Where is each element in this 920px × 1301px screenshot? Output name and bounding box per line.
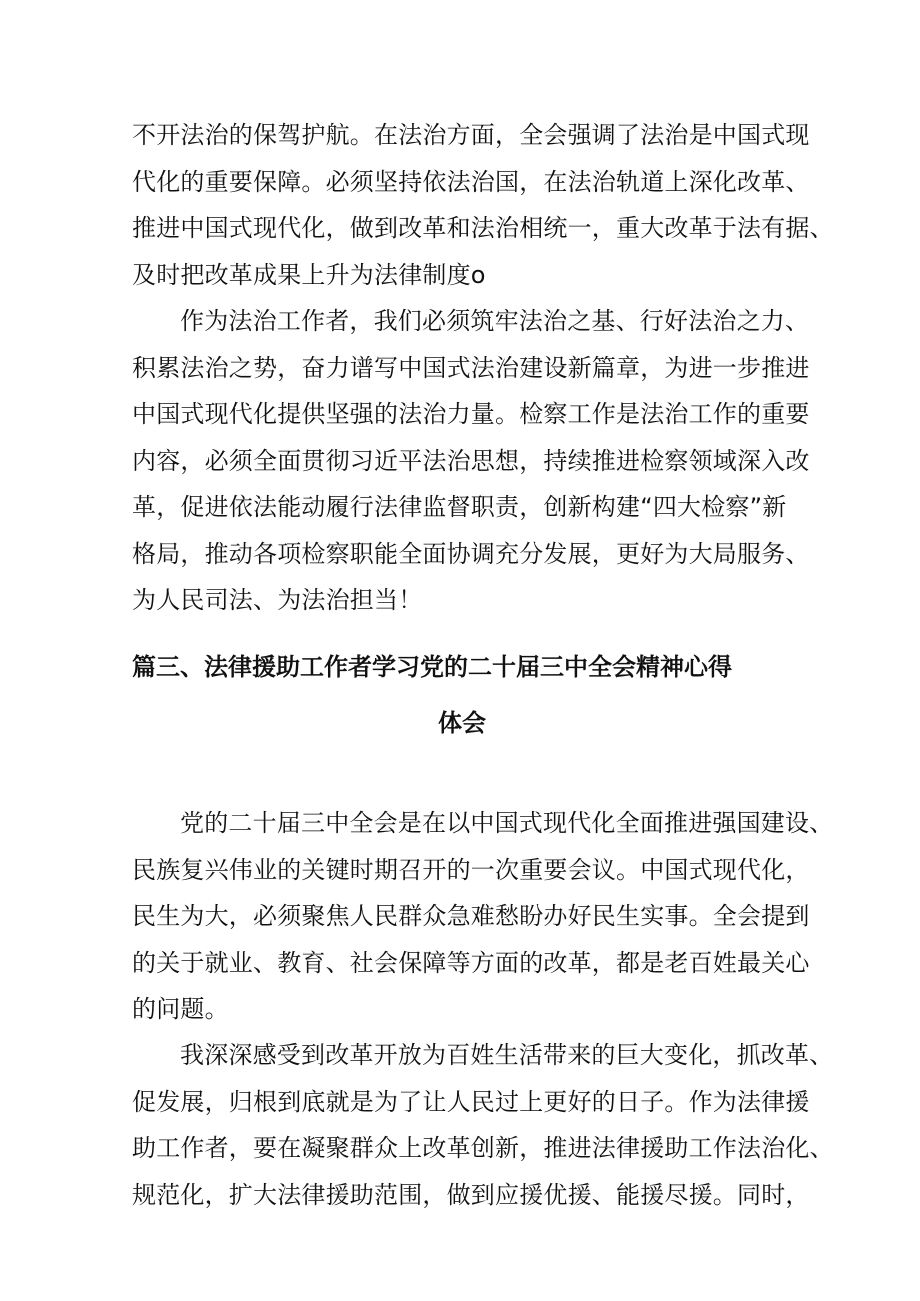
paragraph-line: 革，促进依法能动履行法律监督职责，创新构建“四大检察”新 bbox=[132, 493, 787, 521]
paragraph-line: 助工作者，要在凝聚群众上改革创新，推进法律援助工作法治化、 bbox=[132, 1134, 834, 1162]
paragraph-line: 代化的重要保障。必须坚持依法治国，在法治轨道上深化改革、 bbox=[132, 167, 810, 196]
paragraph-continuation bbox=[132, 112, 834, 298]
paragraph-legal-worker bbox=[132, 298, 810, 624]
paragraph-line: 的关于就业、教育、社会保障等方面的改革，都是老百姓最关心 bbox=[132, 948, 810, 977]
paragraph-line: 民族复兴伟业的关键时期召开的一次重要会议。中国式现代化， bbox=[132, 855, 810, 884]
section-heading-line-2: 体会 bbox=[438, 709, 486, 737]
paragraph-line: 格局，推动各项检察职能全面协调充分发展，更好为大局服务、 bbox=[132, 539, 810, 568]
paragraph-legal-aid bbox=[132, 1032, 834, 1218]
paragraph-line: 内容，必须全面贯彻习近平法治思想，持续推进检察领域深入改 bbox=[132, 446, 810, 475]
paragraph-line: 积累法治之势，奋力谱写中国式法治建设新篇章，为进一步推进 bbox=[132, 353, 810, 382]
paragraph-line: 为人民司法、为法治担当！ bbox=[132, 586, 423, 614]
paragraph-line: 民生为大，必须聚焦人民群众急难愁盼办好民生实事。全会提到 bbox=[132, 902, 810, 930]
paragraph-line: 我深深感受到改革开放为百姓生活带来的巨大变化，抓改革、 bbox=[180, 1041, 834, 1069]
paragraph-line: 不开法治的保驾护航。在法治方面，全会强调了法治是中国式现 bbox=[132, 121, 810, 149]
section-heading-line-1: 篇三、法律援助工作者学习党的二十届三中全会精神心得 bbox=[132, 653, 732, 681]
paragraph-line: 及时把改革成果上升为法律制度o bbox=[132, 260, 486, 289]
paragraph-line: 作为法治工作者，我们必须筑牢法治之基、行好法治之力、 bbox=[180, 307, 810, 335]
paragraph-line: 促发展，归根到底就是为了让人民过上更好的日子。作为法律援 bbox=[132, 1087, 810, 1116]
paragraph-line: 党的二十届三中全会是在以中国式现代化全面推进强国建设、 bbox=[180, 809, 834, 837]
paragraph-line: 推进中国式现代化，做到改革和法治相统一，重大改革于法有据、 bbox=[132, 214, 834, 242]
paragraph-line: 的问题。 bbox=[132, 995, 229, 1023]
paragraph-plenary-session bbox=[132, 800, 834, 1033]
paragraph-line: 规范化，扩大法律援助范围，做到应援优援、能援尽援。同时， bbox=[132, 1180, 810, 1209]
paragraph-line: 中国式现代化提供坚强的法治力量。检察工作是法治工作的重要 bbox=[132, 400, 810, 428]
